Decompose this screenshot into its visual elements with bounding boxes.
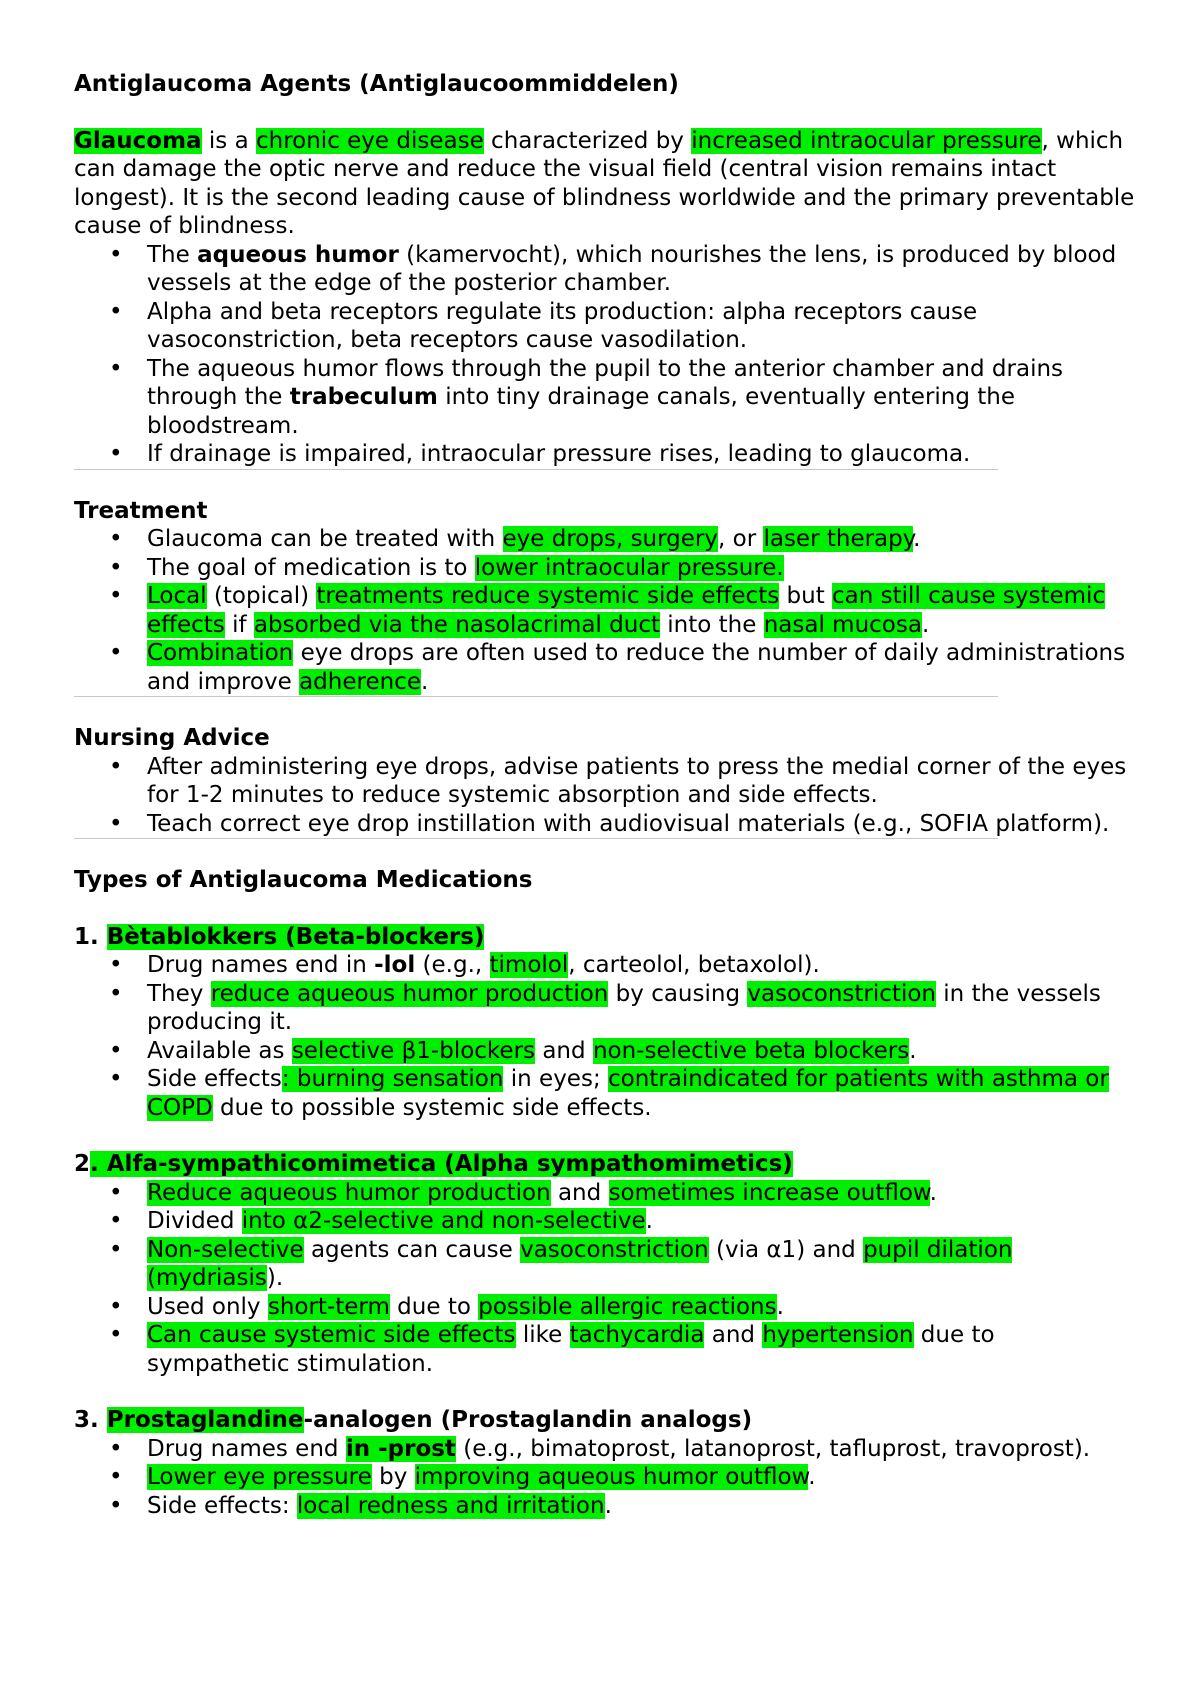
text: The: [147, 241, 198, 268]
text: .: [420, 668, 429, 695]
highlight: can still cause systemic effects: [147, 583, 1106, 638]
highlight: increased intraocular pressure: [691, 127, 1042, 154]
list-item: [74, 554, 1144, 583]
list-item: • Teach correct eye drop instillation with audiovisual materials (e.g., SOFIA platform).: [74, 810, 1144, 839]
subheading-beta-blockers: [74, 923, 1144, 952]
bold-term: -lol: [374, 952, 416, 978]
list-item: [74, 1435, 1144, 1464]
highlight: vasoconstriction: [747, 980, 936, 1007]
text: due to possible systemic side effects.: [212, 1094, 652, 1121]
text: The aqueous humor flows through the pupil to the anterior chamber and drains through the: [147, 355, 1064, 410]
highlight: short-term: [267, 1293, 390, 1320]
highlight: laser therapy: [763, 526, 914, 552]
spacer: [74, 895, 1144, 923]
spacer: [74, 99, 1144, 127]
text: .: [921, 611, 930, 638]
text: and: [550, 1179, 609, 1206]
text: in the vessels producing it.: [147, 980, 1101, 1035]
text: .: [808, 1464, 816, 1490]
highlight: tachycardia: [569, 1322, 705, 1348]
text: (e.g., bimatoprost, latanoprost, tafluprost, travoprost).: [455, 1435, 1091, 1462]
highlight: Prostaglandine: [106, 1407, 304, 1433]
highlight: selective β1-blockers: [291, 1037, 536, 1064]
highlight: nasal mucosa: [763, 611, 922, 638]
list-item: [74, 525, 1144, 554]
text: due to sympathetic stimulation.: [147, 1322, 995, 1377]
highlight: reduce aqueous humor production: [210, 980, 609, 1007]
subheading-alpha-sympathomimetics: [74, 1150, 1144, 1179]
list-item: [74, 241, 1144, 298]
highlight: local redness and irritation: [296, 1492, 605, 1519]
text: ).: [266, 1265, 284, 1291]
text: , which can damage the optic nerve and reduce the visual field (central vision remains intact longest). It is the second leading cause of blindness worldwide and the primary preventable cause of blindness.: [74, 127, 1135, 239]
highlight: sometimes increase outflow: [608, 1179, 930, 1206]
text: They: [147, 980, 211, 1007]
section-heading-nursing: Nursing Advice: [74, 725, 270, 751]
intro-paragraph: [74, 127, 1144, 241]
highlight: lower intraocular pressure.: [474, 554, 784, 581]
prost-bullet-list: [74, 1435, 1144, 1521]
text: due to: [389, 1293, 479, 1320]
highlight: : burning sensation: [281, 1066, 504, 1092]
highlight: Reduce aqueous humor production: [147, 1179, 551, 1206]
highlight: into α2-selective and non-selective: [241, 1208, 646, 1234]
highlight: hypertension: [762, 1322, 914, 1348]
highlight: contraindicated for patients with asthma or COPD: [147, 1066, 1109, 1121]
highlight: adherence: [299, 668, 421, 695]
list-item: [74, 1179, 1144, 1208]
section-heading-types: Types of Antiglaucoma Medications: [74, 867, 533, 893]
spacer: [74, 1378, 1144, 1406]
text: but: [779, 583, 833, 609]
subheading-prostaglandin-analogs: [74, 1406, 1144, 1435]
text: agents can cause: [303, 1236, 521, 1263]
list-item: [74, 951, 1144, 980]
text: , carteolol, betaxolol).: [568, 952, 820, 978]
list-item: [74, 1463, 1144, 1492]
text: , or: [718, 526, 764, 552]
list-number: 2: [74, 1151, 91, 1177]
highlight: Local: [147, 583, 207, 609]
section-divider: [74, 838, 998, 839]
list-item: [74, 1321, 1144, 1378]
section-divider: [74, 469, 998, 470]
text: .: [604, 1492, 612, 1519]
highlight: Combination: [147, 640, 294, 666]
highlight: Can cause systemic side effects: [147, 1322, 516, 1348]
highlight: Bètablokkers (Beta-blockers): [106, 923, 485, 950]
text: (e.g.,: [415, 952, 490, 978]
text: Drug names end: [147, 1435, 346, 1462]
text: and: [535, 1037, 593, 1064]
text: Used only: [147, 1293, 268, 1320]
section-divider: [74, 696, 998, 697]
spacer: [74, 1122, 1144, 1150]
text: is a: [201, 127, 256, 154]
list-number: 3.: [74, 1407, 107, 1433]
bold-term: trabeculum: [289, 384, 438, 410]
document-title: Antiglaucoma Agents (Antiglaucoommiddelen): [74, 71, 679, 97]
list-item: [74, 639, 1144, 696]
text: .: [913, 526, 921, 552]
alpha-bullet-list: [74, 1179, 1144, 1379]
text: eye drops are often used to reduce the number of daily administrations and improve: [147, 640, 1126, 695]
beta-bullet-list: [74, 951, 1144, 1122]
list-item: [74, 582, 1144, 639]
highlight: eye drops, surgery: [502, 526, 718, 552]
text: if: [224, 611, 254, 638]
list-item: • Alpha and beta receptors regulate its production: alpha receptors cause vasoconstriction, beta receptors cause vasodilation.: [74, 298, 1144, 355]
list-number: 1.: [74, 923, 107, 950]
intro-bullet-list: [74, 241, 1144, 469]
highlight: possible allergic reactions: [478, 1293, 777, 1320]
list-item: [74, 1492, 1144, 1521]
list-item: [74, 1293, 1144, 1322]
highlight: chronic eye disease: [255, 127, 484, 154]
list-item: • After administering eye drops, advise patients to press the medial corner of the eyes for 1-2 minutes to reduce systemic absorption and side effects.: [74, 753, 1144, 810]
highlight: Non-selective: [147, 1236, 304, 1263]
highlight: pupil dilation (mydriasis: [147, 1236, 1013, 1291]
text: .: [929, 1179, 937, 1206]
list-item: [74, 1065, 1144, 1122]
highlight-glaucoma: Glaucoma: [74, 127, 202, 154]
list-item: [74, 980, 1144, 1037]
document-page: [74, 70, 1144, 1520]
text: .: [909, 1037, 917, 1064]
highlight: Lower eye pressure: [147, 1464, 372, 1490]
list-item: • If drainage is impaired, intraocular pressure rises, leading to glaucoma.: [74, 440, 1144, 469]
text: .: [645, 1208, 653, 1234]
bold-term: aqueous humor: [197, 241, 399, 268]
list-item: [74, 1236, 1144, 1293]
text: like: [515, 1322, 570, 1348]
text: (kamervocht), which nourishes the lens, is produced by blood vessels at the edge of the posterior chamber.: [147, 241, 1117, 296]
text: into tiny drainage canals, eventually entering the bloodstream.: [147, 384, 1016, 439]
list-item: [74, 1037, 1144, 1066]
text: Side effects:: [147, 1492, 297, 1519]
highlight: treatments reduce systemic side effects: [316, 583, 780, 609]
list-item: [74, 355, 1144, 441]
treatment-bullet-list: [74, 525, 1144, 696]
text: in eyes;: [503, 1066, 608, 1092]
highlight: improving aqueous humor outflow: [414, 1464, 809, 1490]
text: characterized by: [483, 127, 692, 154]
text: and: [704, 1322, 763, 1348]
list-item: [74, 1207, 1144, 1236]
nursing-bullet-list: [74, 753, 1144, 839]
text: into the: [659, 611, 764, 638]
text: Side effects: [147, 1066, 282, 1092]
text: by causing: [608, 980, 748, 1007]
highlight: vasoconstriction: [520, 1236, 709, 1263]
highlight: absorbed via the nasolacrimal duct: [253, 611, 660, 638]
text: (via α1) and: [708, 1236, 864, 1263]
highlight: . Alfa-sympathicomimetica (Alpha sympathomimetics): [90, 1151, 793, 1177]
text: The goal of medication is to: [147, 554, 475, 581]
highlight: in -prost: [345, 1435, 456, 1462]
text: Divided: [147, 1208, 242, 1234]
text: .: [776, 1293, 784, 1320]
text: Drug names end in: [147, 952, 375, 978]
text: -analogen (Prostaglandin analogs): [303, 1407, 753, 1433]
text: Glaucoma can be treated with: [147, 526, 503, 552]
text: (topical): [206, 583, 317, 609]
highlight: non-selective beta blockers: [592, 1037, 910, 1064]
section-heading-treatment: Treatment: [74, 497, 208, 524]
text: Available as: [147, 1037, 292, 1064]
text: by: [371, 1464, 415, 1490]
highlight: timolol: [489, 952, 569, 978]
